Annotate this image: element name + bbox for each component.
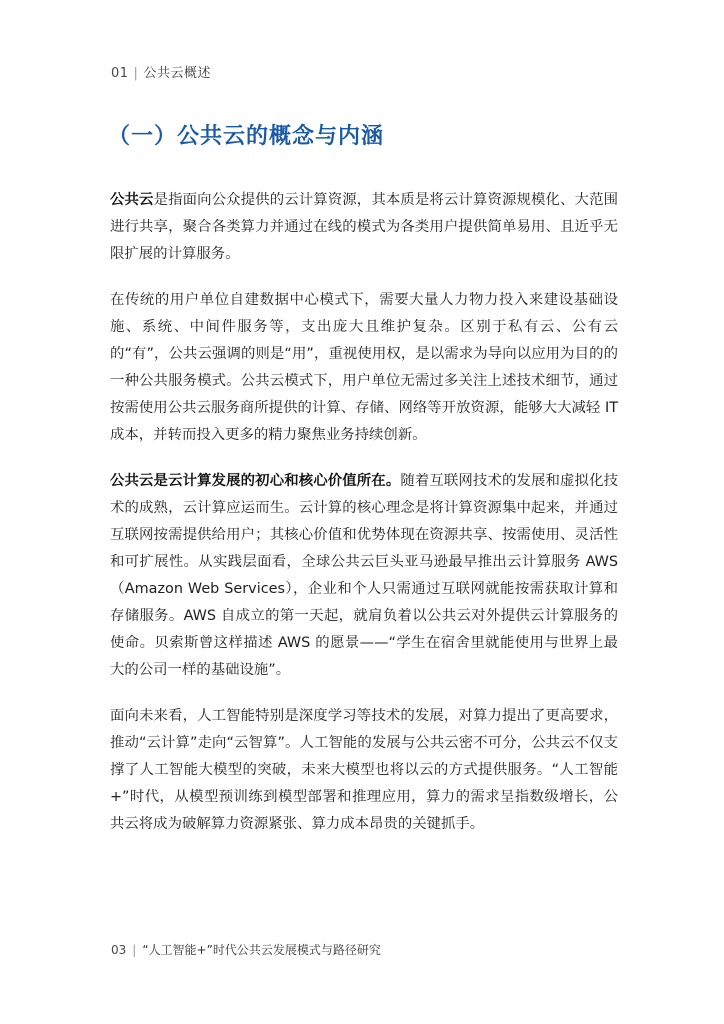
running-header — [111, 62, 211, 81]
footer-separator: | — [132, 943, 137, 957]
paragraph-future-outlook — [110, 703, 618, 838]
paragraph-text: 面向未来看，人工智能特别是深度学习等技术的发展，对算力提出了更高要求，推动“云计算”走向“云智算”。人工智能的发展与公共云密不可分，公共云不仅支撑了人工智能大模型的突破，未来大模型也将以云的方式提供服务。“人工智能+”时代，从模型预训练到模型部署和推理应用，算力的需求呈指数级增长，公共云将成为破解算力资源紧张、算力成本昂贵的关键抓手。 — [110, 708, 618, 832]
paragraph-core-value — [110, 468, 618, 684]
document-title: “人工智能+”时代公共云发展模式与路径研究 — [142, 943, 381, 957]
paragraph-traditional-model — [110, 287, 618, 449]
chapter-number: 01 — [111, 66, 129, 81]
page-number: 03 — [111, 943, 127, 957]
section-heading: （一）公共云的概念与内涵 — [108, 124, 385, 149]
running-footer — [111, 941, 381, 958]
chapter-title: 公共云概述 — [143, 66, 211, 81]
paragraph-text: 是指面向公众提供的云计算资源，其本质是将云计算资源规模化、大范围进行共享，聚合各类算力并通过在线的模式为各类用户提供简单易用、且近乎无限扩展的计算服务。 — [110, 192, 618, 262]
body-content — [110, 187, 618, 857]
paragraph-text: 随着互联网技术的发展和虚拟化技术的成熟，云计算应运而生。云计算的核心理念是将计算资源集中起来，并通过互联网按需提供给用户；其核心价值和优势体现在资源共享、按需使用、灵活性和可扩展性。从实践层面看，全球公共云巨头亚马逊最早推出云计算服务 AWS（Amazon Web Services），企业和个人只需通过互联网就能按需获取计算和存储服务。AWS 自成立的第一天起，就肩负着以公共云对外提供云计算服务的使命。贝索斯曾这样描述 AWS 的愿景——“学生在宿舍里就能使用与世界上最大的公司一样的基础设施”。 — [110, 473, 618, 678]
paragraph-text: 在传统的用户单位自建数据中心模式下，需要大量人力物力投入来建设基础设施、系统、中间件服务等，支出庞大且维护复杂。区别于私有云、公有云的“有”，公共云强调的则是“用”，重视使用权，是以需求为导向以应用为目的的一种公共服务模式。公共云模式下，用户单位无需过多关注上述技术细节，通过按需使用公共云服务商所提供的计算、存储、网络等开放资源，能够大大减轻 IT 成本，并转而投入更多的精力聚焦业务持续创新。 — [110, 292, 618, 443]
paragraph-lead: 公共云 — [110, 192, 154, 208]
header-separator: | — [133, 66, 139, 81]
paragraph-definition — [110, 187, 618, 268]
paragraph-lead: 公共云是云计算发展的初心和核心价值所在。 — [110, 473, 401, 489]
